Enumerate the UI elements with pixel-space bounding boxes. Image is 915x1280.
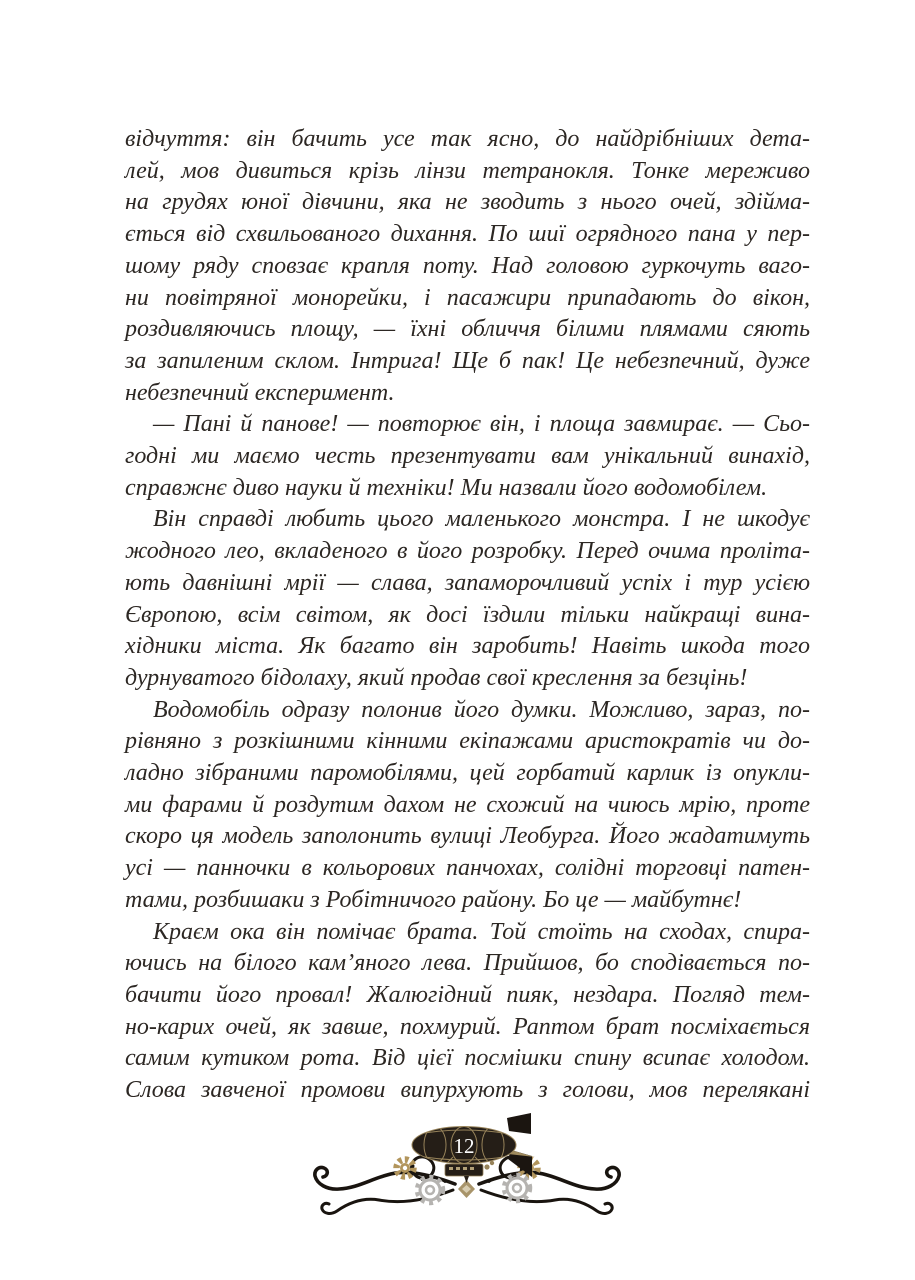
text-line: годні ми маємо честь презентувати вам унікальний винахід, [125,443,810,470]
text-line: ни повітряної монорейки, і пасажири припадають до вікон, [125,284,810,311]
text-line: ладно зібраними паромобілями, цей горбатий карлик із опукли- [125,760,810,787]
gear-gold-left-icon [397,1160,414,1177]
text-line: Водомобіль одразу полонив його думки. Можливо, зараз, по- [153,696,810,723]
text-line: шому ряду сповзає крапля поту. Над головою гуркочуть ваго- [125,252,810,279]
text-line: Краєм ока він помічає брата. Той стоїть на сходах, спира- [153,918,810,945]
page-text [125,124,810,1107]
text-line: ється від схвильованого дихання. По шиї огрядного пана у пер- [125,221,810,248]
text-line: справжнє диво науки й техніки! Ми назвали його водомобілем. [125,474,768,501]
text-line: скоро ця модель заполонить вулиці Леобурга. Його жадатимуть [125,823,810,850]
text-line: но-карих очей, як завше, похмурий. Раптом брат посміхається [125,1013,810,1040]
text-line: лей, мов дивиться крізь лінзи тетранокля. Тонке мереживо [125,157,810,184]
page-number: 12 [453,1134,475,1158]
text-line: Він справді любить цього маленького монстра. І не шкодує [153,506,810,533]
text-line: Слова завченої промови випурхують з голови, мов перелякані [125,1077,810,1104]
text-line: рівняно з розкішними кінними екіпажами аристократів чи до- [125,728,810,755]
footer-ornament [295,1112,645,1230]
text-line: дурнуватого бідолаху, який продав свої креслення за безцінь! [125,664,748,691]
text-line: жодного лео, вкладеного в його розробку. Перед очима проліта- [125,538,810,565]
text-line: ючись на білого кам’яного лева. Прийшов, бо сподівається по- [125,950,810,977]
flourish-swirl-right-icon [479,1157,619,1214]
text-line: роздивляючись площу, — їхні обличчя білими плямами сяють [125,316,810,343]
text-line: на грудях юної дівчини, яка не зводить з нього очей, здійма- [125,189,810,216]
text-line: відчуття: він бачить усе так ясно, до найдрібніших дета- [125,126,810,152]
text-line: самим кутиком рота. Від цієї посмішки спину всипає холодом. [125,1045,810,1072]
text-line: бачити його провал! Жалюгідний пияк, нездара. Погляд тем- [125,981,810,1008]
text-line: небезпечний експеримент. [125,379,395,406]
text-line: ють давнішні мрії — слава, запаморочливий успіх і тур усією [125,569,810,596]
text-line: хідники міста. Як багато він заробить! Навіть шкода того [125,633,810,660]
text-line: Європою, всім світом, як досі їздили тільки найкращі вина- [125,601,810,628]
text-line: усі — панночки в кольорових панчохах, солідні торговці патен- [125,855,810,882]
text-line: — Пані й панове! — повторює він, і площа завмирає. — Сьо- [153,411,810,438]
text-line: ми фарами й роздутим дахом не схожий на чиюсь мрію, проте [125,791,810,818]
text-line: тами, розбишаки з Робітничого району. Бо це — майбутнє! [125,886,742,913]
text-line: за запиленим склом. Інтрига! Ще б пак! Це небезпечний, дуже [125,347,810,374]
